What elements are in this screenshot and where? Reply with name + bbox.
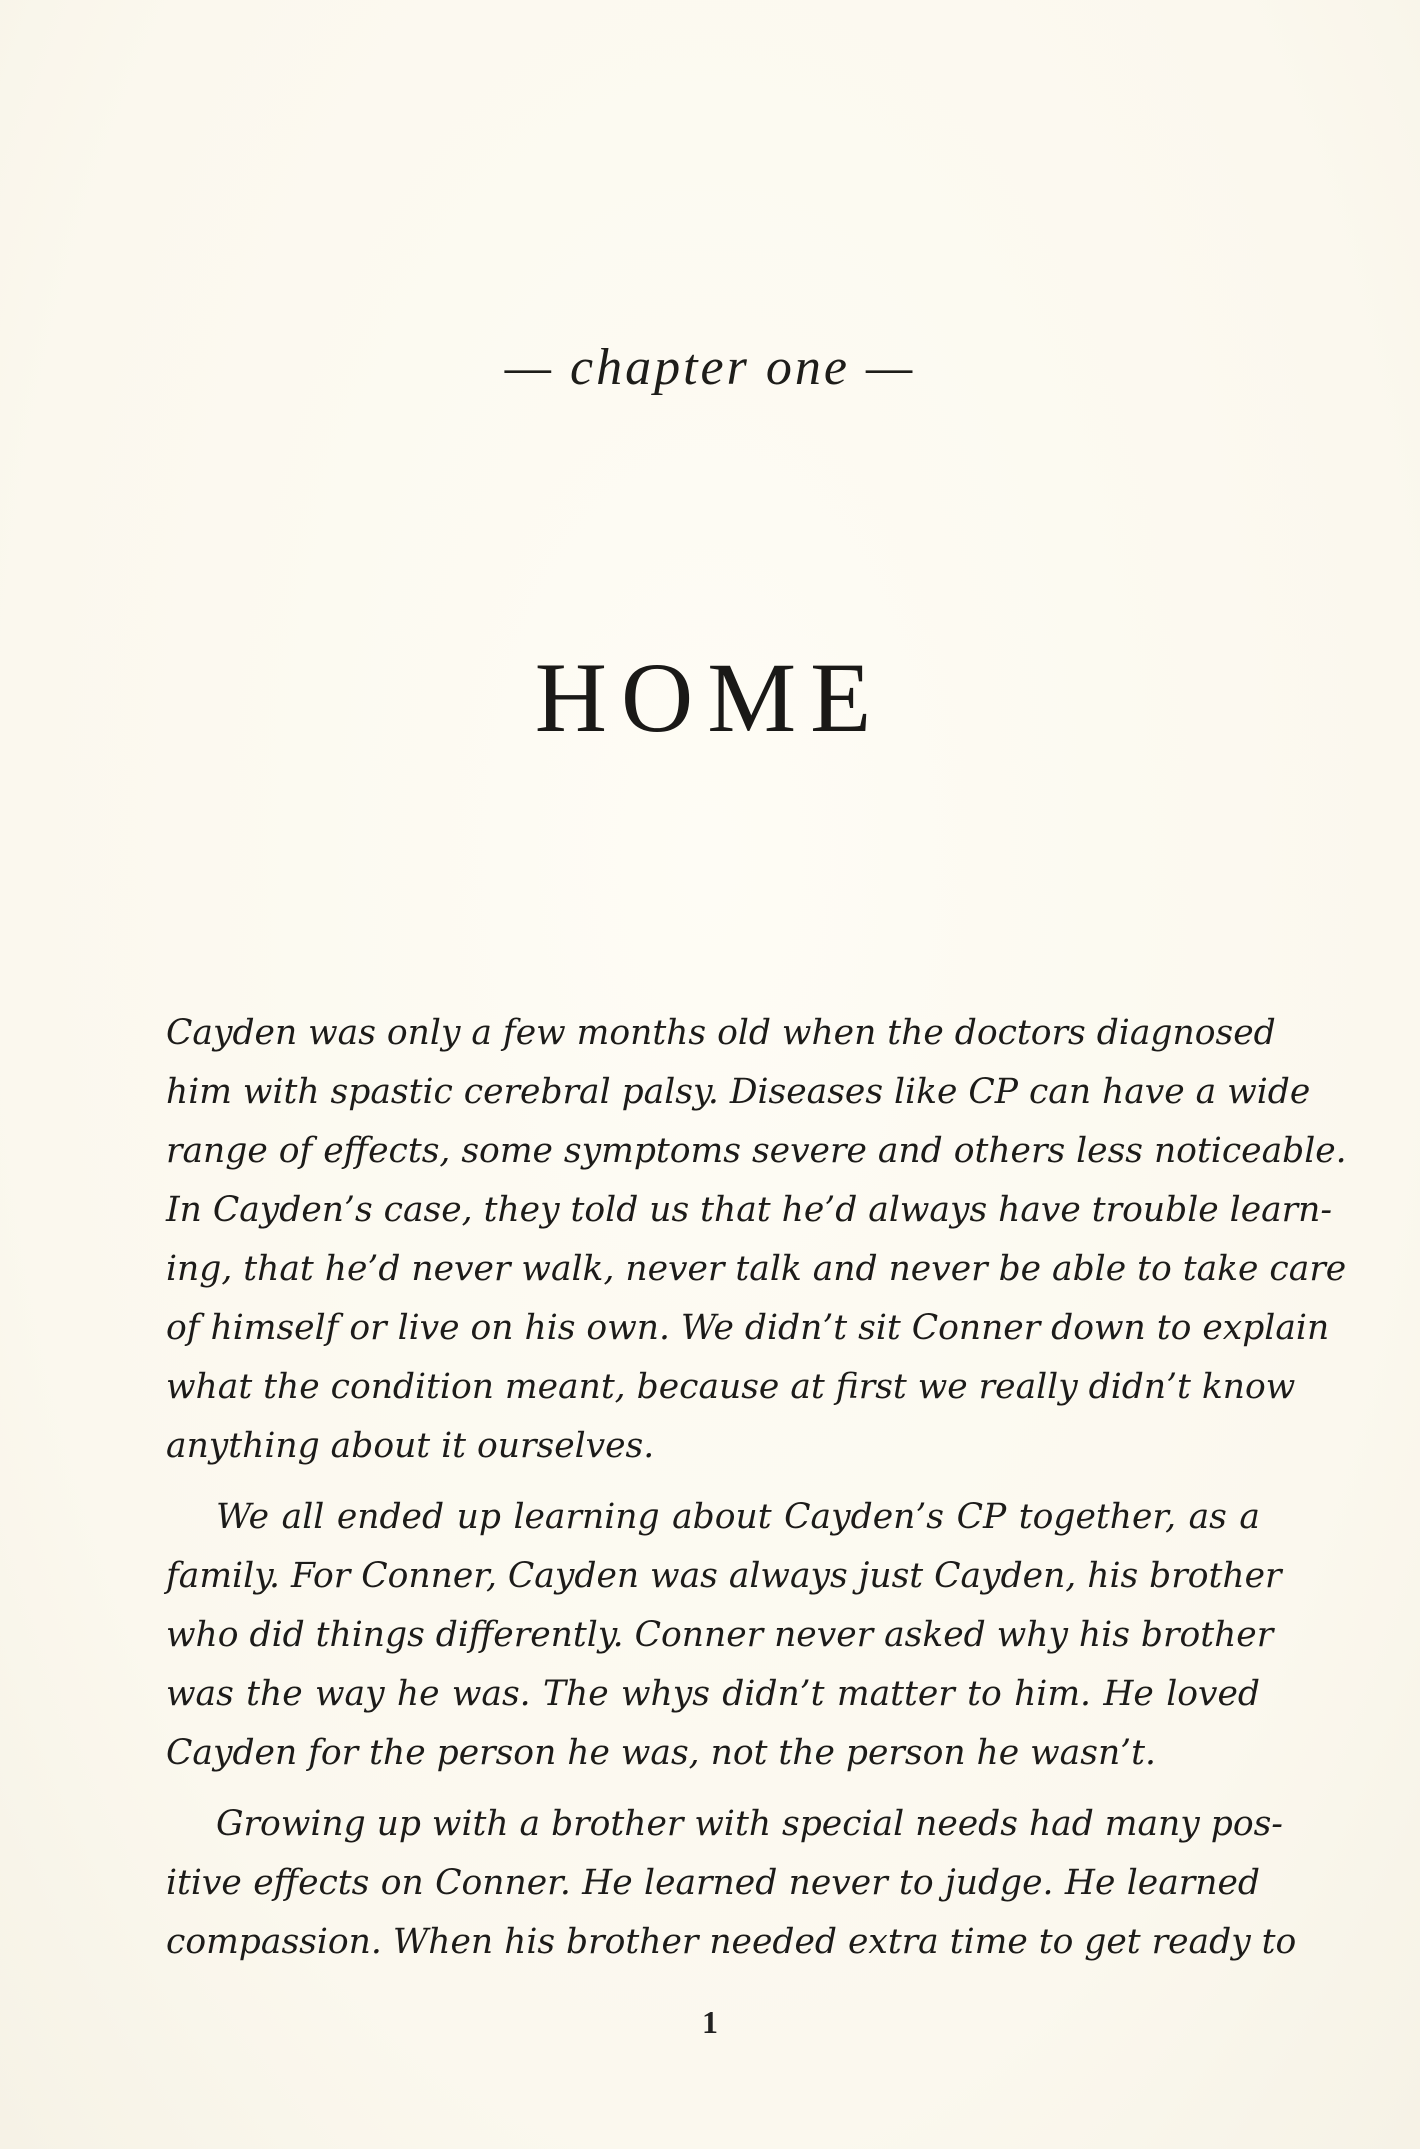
- text-line: what the condition meant, because at first we really didn’t know: [166, 1367, 1296, 1407]
- text-line: anything about it ourselves.: [166, 1426, 655, 1466]
- chapter-label: — chapter one —: [504, 339, 916, 396]
- text-line: Growing up with a brother with special needs had many pos-: [216, 1804, 1283, 1844]
- chapter-title: HOME: [534, 642, 886, 753]
- paragraph: [166, 1795, 1297, 1972]
- text-line: who did things differently. Conner never asked why his brother: [166, 1615, 1274, 1655]
- text-line: itive effects on Conner. He learned never to judge. He learned: [166, 1863, 1260, 1903]
- paragraph-gap: [166, 1783, 1260, 1795]
- paragraph-gap: [166, 1476, 1260, 1488]
- paragraph: [166, 1488, 1282, 1783]
- text-line: compassion. When his brother needed extra time to get ready to: [166, 1922, 1297, 1962]
- text-line: ing, that he’d never walk, never talk and never be able to take care: [166, 1249, 1347, 1289]
- text-line: him with spastic cerebral palsy. Diseases like CP can have a wide: [166, 1072, 1311, 1112]
- paragraph: [166, 1004, 1347, 1476]
- text-line: family. For Conner, Cayden was always just Cayden, his brother: [166, 1556, 1282, 1596]
- text-line: In Cayden’s case, they told us that he’d always have trouble learn-: [166, 1190, 1333, 1230]
- body-text: [166, 1004, 1347, 1972]
- text-line: range of effects, some symptoms severe and others less noticeable.: [166, 1131, 1347, 1171]
- text-line: We all ended up learning about Cayden’s CP together, as a: [216, 1497, 1260, 1537]
- text-line: Cayden was only a few months old when the doctors diagnosed: [166, 1013, 1276, 1053]
- text-line: of himself or live on his own. We didn’t sit Conner down to explain: [166, 1308, 1330, 1348]
- page-number: 1: [702, 2004, 718, 2040]
- text-line: was the way he was. The whys didn’t matter to him. He loved: [166, 1674, 1260, 1714]
- text-line: Cayden for the person he was, not the person he wasn’t.: [166, 1733, 1156, 1773]
